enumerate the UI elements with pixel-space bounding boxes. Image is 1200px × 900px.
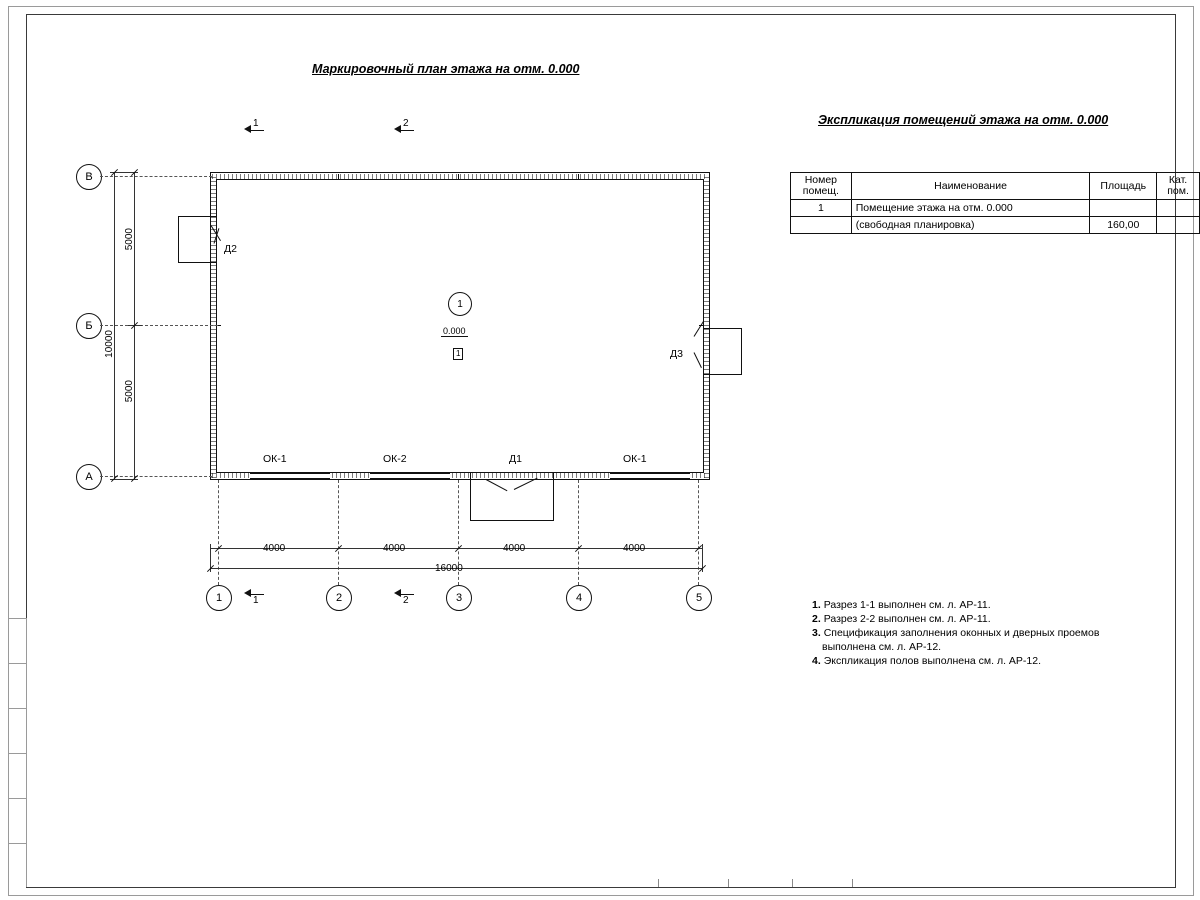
dim-vertical-total: 10000	[104, 330, 115, 358]
section-underline	[400, 130, 414, 131]
plan-title: Маркировочный план этажа на отм. 0.000	[312, 62, 580, 76]
room-elevation-label: 0.000	[443, 326, 466, 336]
wall-node-mark	[578, 174, 579, 179]
cell-name: (свободная планировка)	[851, 217, 1090, 234]
window-ok2	[370, 473, 450, 479]
explication-title: Экспликация помещений этажа на отм. 0.000	[818, 113, 1109, 127]
notes-block	[812, 598, 1112, 668]
sheet-bottom-ticks	[640, 879, 860, 887]
header-category	[1157, 173, 1200, 200]
note-text: Спецификация заполнения оконных и дверных проемов выполнена см. л. АР-12.	[822, 627, 1100, 653]
section-arrow-icon	[244, 589, 251, 597]
door-d1-leaf-right	[553, 479, 554, 521]
axis-label-b: Б	[76, 313, 102, 339]
axis-label-2: 2	[326, 585, 352, 611]
axis-line-4	[578, 480, 579, 585]
door-d2-opening-bottom	[211, 262, 217, 263]
cell-number: 1	[791, 200, 852, 217]
note-item	[812, 598, 1112, 612]
wall-node-mark	[338, 174, 339, 179]
cell-number	[791, 217, 852, 234]
wall-inner-face-left	[216, 179, 217, 473]
axis-line-b	[100, 325, 218, 326]
floor-type-tag: 1	[453, 348, 463, 360]
wall-hatch-left	[211, 174, 216, 478]
door-d3-leaf-bottom	[709, 374, 742, 375]
axis-line-5	[698, 480, 699, 585]
axis-label-5: 5	[686, 585, 712, 611]
window-ok1-left-label: ОК-1	[263, 453, 287, 465]
axis-line-1	[218, 480, 219, 585]
dim-vertical-5000-upper: 5000	[124, 228, 135, 251]
window-ok1-left	[250, 473, 330, 479]
header-number-line1: Номер	[804, 174, 838, 186]
cell-name: Помещение этажа на отм. 0.000	[851, 200, 1090, 217]
wall-hatch-top	[212, 174, 708, 179]
window-ok1-right-label: ОК-1	[623, 453, 647, 465]
note-number: 3.	[812, 627, 821, 639]
note-item	[812, 626, 1112, 654]
door-d1-threshold	[470, 520, 554, 521]
axis-line-v	[100, 176, 212, 177]
axis-label-3: 3	[446, 585, 472, 611]
wall-hatch-right	[704, 174, 709, 478]
section-underline	[250, 130, 264, 131]
door-d3-leaf-top	[709, 328, 742, 329]
door-d3-jamb	[741, 328, 742, 375]
table-row	[791, 200, 1200, 217]
note-item	[812, 612, 1112, 626]
cell-category	[1157, 217, 1200, 234]
note-text: Разрез 2-2 выполнен см. л. АР-11.	[823, 613, 991, 625]
dim-vertical-5000-lower: 5000	[124, 380, 135, 403]
dim-horizontal-4000-1: 4000	[263, 543, 286, 554]
dim-horizontal-total: 16000	[435, 563, 463, 574]
header-area: Площадь	[1090, 173, 1157, 200]
note-text: Разрез 1-1 выполнен см. л. АР-11.	[823, 599, 991, 611]
section-mark-label: 2	[403, 595, 409, 606]
section-mark-label: 2	[403, 118, 409, 129]
explication-table	[790, 172, 1200, 234]
cell-area: 160,00	[1090, 217, 1157, 234]
door-d3-label: Д3	[670, 348, 683, 360]
cell-category	[1157, 200, 1200, 217]
axis-label-1: 1	[206, 585, 232, 611]
wall-node-mark	[458, 174, 459, 179]
cell-area	[1090, 200, 1157, 217]
door-d2-leaf-bottom	[178, 262, 211, 263]
note-number: 2.	[812, 613, 821, 625]
window-ok2-label: ОК-2	[383, 453, 407, 465]
header-number	[791, 173, 852, 200]
axis-line-2	[338, 480, 339, 585]
title-block-strip	[8, 618, 27, 887]
room-number-tag: 1	[448, 292, 472, 316]
section-arrow-icon	[244, 125, 251, 133]
header-name: Наименование	[851, 173, 1090, 200]
dim-horizontal-4000-3: 4000	[503, 543, 526, 554]
wall-inner-face-top	[216, 179, 704, 180]
door-d2-jamb	[178, 216, 179, 263]
axis-label-4: 4	[566, 585, 592, 611]
door-d2-label: Д2	[224, 243, 237, 255]
note-text: Экспликация полов выполнена см. л. АР-12.	[823, 655, 1041, 667]
section-mark-label: 1	[253, 118, 259, 129]
section-arrow-icon	[394, 589, 401, 597]
note-number: 4.	[812, 655, 821, 667]
dim-line-vertical-outer	[114, 172, 115, 480]
door-d2-leaf-top	[178, 216, 211, 217]
dim-horizontal-4000-2: 4000	[383, 543, 406, 554]
note-number: 1.	[812, 599, 821, 611]
axis-label-a: А	[76, 464, 102, 490]
section-mark-label: 1	[253, 595, 259, 606]
door-d2-opening-top	[211, 216, 217, 217]
table-header-row	[791, 173, 1200, 200]
header-category-line1: Кат.	[1168, 174, 1188, 186]
window-ok1-right	[610, 473, 690, 479]
note-item	[812, 654, 1112, 668]
dim-horizontal-4000-4: 4000	[623, 543, 646, 554]
axis-label-v: В	[76, 164, 102, 190]
header-category-line2: пом.	[1167, 185, 1189, 197]
table-row	[791, 217, 1200, 234]
door-d1-leaf	[470, 479, 471, 521]
section-arrow-icon	[394, 125, 401, 133]
door-d1-label: Д1	[509, 453, 522, 465]
header-number-line2: помещ.	[802, 185, 839, 197]
